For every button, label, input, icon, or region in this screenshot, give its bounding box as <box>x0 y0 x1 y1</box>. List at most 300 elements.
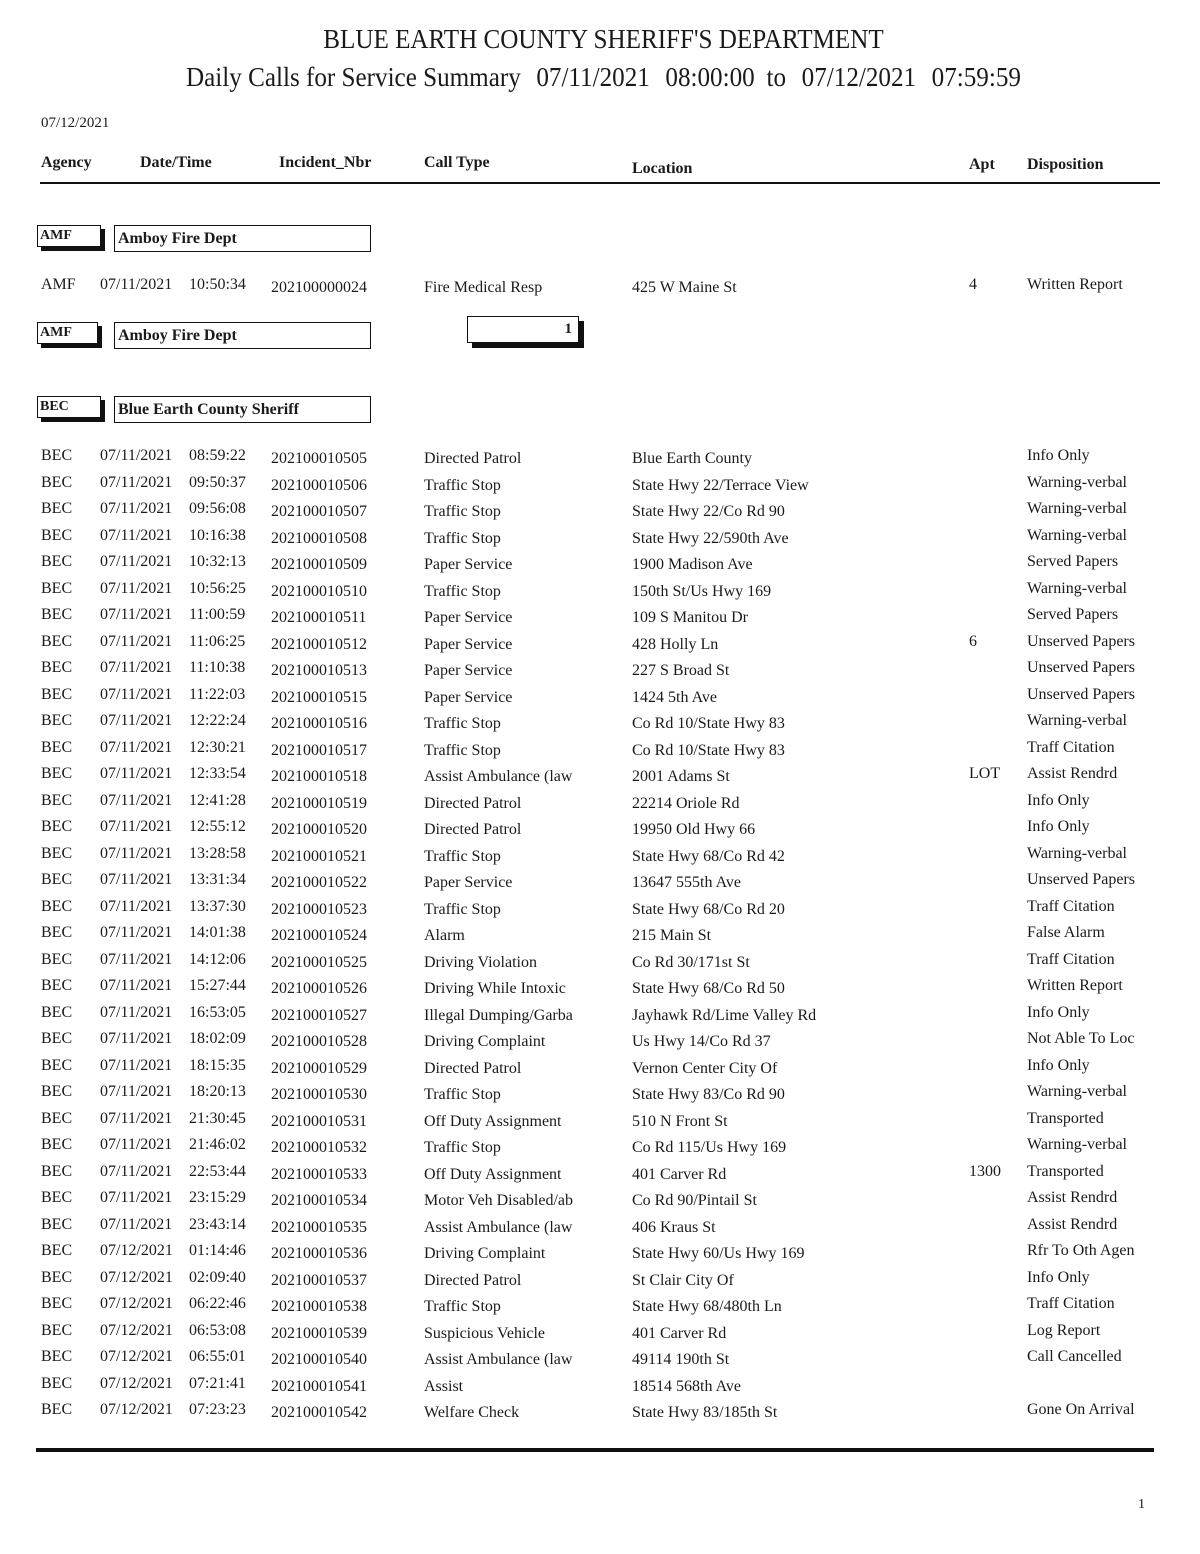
cell-disposition: Transported <box>1027 1162 1104 1180</box>
cell-incident: 202100010540 <box>271 1351 367 1368</box>
cell-disposition: Unserved Papers <box>1027 871 1135 888</box>
page-number: 1 <box>1138 1497 1145 1512</box>
cell-incident: 202100010512 <box>271 635 367 653</box>
cell-agency: AMF <box>41 276 76 293</box>
cell-location: Co Rd 115/Us Hwy 169 <box>632 1139 787 1156</box>
cell-agency: BEC <box>41 1321 73 1339</box>
cell-agency: BEC <box>41 871 73 888</box>
cell-agency: BEC <box>41 1374 73 1392</box>
cell-agency: BEC <box>41 685 73 703</box>
table-row <box>0 792 1200 818</box>
cell-location: State Hwy 68/480th Ln <box>632 1298 782 1315</box>
cell-disposition: Call Cancelled <box>1027 1348 1122 1365</box>
cell-location: State Hwy 22/Co Rd 90 <box>632 503 785 520</box>
cell-incident: 202100010534 <box>271 1192 367 1209</box>
cell-agency: BEC <box>41 1348 73 1365</box>
cell-disposition: Gone On Arrival <box>1027 1401 1135 1418</box>
cell-location: 2001 Adams St <box>632 768 730 785</box>
cell-date: 07/11/2021 <box>100 712 173 729</box>
cell-date: 07/11/2021 <box>100 738 173 756</box>
table-row <box>0 924 1200 950</box>
cell-disposition: Info Only <box>1027 1056 1090 1074</box>
cell-time: 01:14:46 <box>189 1242 246 1259</box>
cell-disposition: False Alarm <box>1027 924 1105 941</box>
cell-date: 07/12/2021 <box>100 1374 173 1392</box>
cell-incident: 202100010532 <box>271 1139 367 1156</box>
cell-date: 07/11/2021 <box>100 1030 173 1047</box>
cell-call-type: Paper Service <box>424 688 513 706</box>
table-row <box>0 1083 1200 1109</box>
cell-agency: BEC <box>41 1401 73 1418</box>
cell-call-type: Illegal Dumping/Garba <box>424 1006 573 1024</box>
cell-date: 07/12/2021 <box>100 1401 173 1418</box>
group-name-box: Blue Earth County Sheriff <box>114 396 371 423</box>
header-divider <box>40 182 1160 184</box>
cell-location: 401 Carver Rd <box>632 1165 727 1183</box>
cell-location: St Clair City Of <box>632 1271 734 1289</box>
cell-disposition: Unserved Papers <box>1027 685 1135 703</box>
table-row <box>0 898 1200 924</box>
cell-time: 16:53:05 <box>189 1003 246 1021</box>
cell-time: 22:53:44 <box>189 1162 246 1180</box>
cell-agency: BEC <box>41 1215 73 1233</box>
group-footer-name-box: Amboy Fire Dept <box>114 322 371 349</box>
cell-incident: 202100010511 <box>271 609 367 626</box>
cell-agency: BEC <box>41 1083 73 1100</box>
cell-call-type: Traffic Stop <box>424 529 501 547</box>
cell-date: 07/11/2021 <box>100 924 173 941</box>
cell-disposition: Written Report <box>1027 276 1123 293</box>
cell-location: 150th St/Us Hwy 169 <box>632 582 772 600</box>
cell-call-type: Directed Patrol <box>424 1059 522 1077</box>
cell-agency: BEC <box>41 1056 73 1074</box>
cell-call-type: Assist Ambulance (law <box>424 1218 573 1236</box>
group-footer-code-box: AMF <box>37 322 98 344</box>
cell-date: 07/11/2021 <box>100 791 173 809</box>
table-row <box>0 1136 1200 1162</box>
cell-agency: BEC <box>41 1162 73 1180</box>
table-row <box>0 1057 1200 1083</box>
cell-call-type: Directed Patrol <box>424 821 522 838</box>
cell-agency: BEC <box>41 473 73 491</box>
table-row <box>0 474 1200 500</box>
cell-time: 10:32:13 <box>189 553 246 570</box>
cell-location: 1900 Madison Ave <box>632 556 753 573</box>
cell-agency: BEC <box>41 526 73 544</box>
cell-agency: BEC <box>41 977 73 994</box>
cell-incident: 202100010523 <box>271 900 367 918</box>
cell-incident: 202100010533 <box>271 1165 367 1183</box>
group-count-box: 1 <box>467 316 579 343</box>
cell-agency: BEC <box>41 606 73 623</box>
cell-date: 07/11/2021 <box>100 844 173 862</box>
cell-location: 22214 Oriole Rd <box>632 794 740 812</box>
cell-disposition: Served Papers <box>1027 606 1119 623</box>
cell-agency: BEC <box>41 897 73 915</box>
cell-location: State Hwy 68/Co Rd 42 <box>632 847 785 865</box>
cell-incident: 202100010516 <box>271 715 367 732</box>
cell-disposition: Info Only <box>1027 818 1090 835</box>
cell-disposition: Warning-verbal <box>1027 473 1127 491</box>
cell-call-type: Paper Service <box>424 662 513 679</box>
cell-date: 07/11/2021 <box>100 473 173 491</box>
cell-disposition: Warning-verbal <box>1027 1136 1127 1153</box>
cell-date: 07/11/2021 <box>100 765 173 782</box>
cell-incident: 202100010505 <box>271 450 367 467</box>
cell-call-type: Paper Service <box>424 635 513 653</box>
table-row <box>0 606 1200 632</box>
cell-incident: 202100010522 <box>271 874 367 891</box>
table-row <box>0 1242 1200 1268</box>
table-row <box>0 276 1200 302</box>
cell-time: 18:02:09 <box>189 1030 246 1047</box>
cell-location: Vernon Center City Of <box>632 1059 778 1077</box>
cell-disposition: Warning-verbal <box>1027 579 1127 597</box>
cell-incident: 202100010509 <box>271 556 367 573</box>
cell-call-type: Directed Patrol <box>424 794 522 812</box>
cell-time: 12:22:24 <box>189 712 246 729</box>
cell-call-type: Traffic Stop <box>424 847 501 865</box>
group-code-box: AMF <box>37 225 101 247</box>
cell-date: 07/11/2021 <box>100 897 173 915</box>
cell-time: 06:22:46 <box>189 1295 246 1312</box>
cell-location: Co Rd 10/State Hwy 83 <box>632 741 785 759</box>
cell-call-type: Traffic Stop <box>424 741 501 759</box>
cell-time: 09:50:37 <box>189 473 246 491</box>
cell-disposition: Info Only <box>1027 791 1090 809</box>
cell-date: 07/11/2021 <box>100 606 173 623</box>
cell-date: 07/11/2021 <box>100 950 173 968</box>
cell-incident: 202100010528 <box>271 1033 367 1050</box>
table-row <box>0 871 1200 897</box>
cell-agency: BEC <box>41 844 73 862</box>
cell-time: 18:20:13 <box>189 1083 246 1100</box>
cell-time: 10:56:25 <box>189 579 246 597</box>
cell-disposition: Transported <box>1027 1109 1104 1127</box>
cell-incident: 202100010519 <box>271 794 367 812</box>
cell-disposition: Traff Citation <box>1027 897 1115 915</box>
cell-time: 14:12:06 <box>189 950 246 968</box>
col-header-agency: Agency <box>41 154 92 171</box>
cell-location: Co Rd 10/State Hwy 83 <box>632 715 785 732</box>
cell-date: 07/11/2021 <box>100 632 173 650</box>
col-header-location: Location <box>632 160 693 177</box>
cell-disposition: Info Only <box>1027 447 1090 464</box>
cell-incident: 202100000024 <box>271 279 367 296</box>
cell-location: 49114 190th St <box>632 1351 730 1368</box>
cell-date: 07/11/2021 <box>100 977 173 994</box>
cell-time: 09:56:08 <box>189 500 246 517</box>
col-header-disposition: Disposition <box>1027 156 1104 173</box>
subtitle-label: Daily Calls for Service Summary <box>186 62 521 92</box>
cell-time: 11:10:38 <box>189 659 246 676</box>
table-row <box>0 1110 1200 1136</box>
cell-disposition: Written Report <box>1027 977 1123 994</box>
cell-time: 13:37:30 <box>189 897 246 915</box>
cell-incident: 202100010507 <box>271 503 367 520</box>
cell-time: 18:15:35 <box>189 1056 246 1074</box>
cell-location: Co Rd 30/171st St <box>632 953 750 971</box>
table-row <box>0 633 1200 659</box>
cell-incident: 202100010530 <box>271 1086 367 1103</box>
cell-call-type: Off Duty Assignment <box>424 1112 562 1130</box>
cell-call-type: Traffic Stop <box>424 582 501 600</box>
table-row <box>0 1004 1200 1030</box>
cell-apt: 6 <box>969 632 977 650</box>
cell-disposition: Warning-verbal <box>1027 844 1127 862</box>
cell-incident: 202100010538 <box>271 1298 367 1315</box>
cell-date: 07/11/2021 <box>100 1083 173 1100</box>
cell-location: 428 Holly Ln <box>632 635 719 653</box>
cell-date: 07/12/2021 <box>100 1295 173 1312</box>
cell-disposition: Assist Rendrd <box>1027 1215 1118 1233</box>
cell-agency: BEC <box>41 765 73 782</box>
cell-time: 07:21:41 <box>189 1374 246 1392</box>
table-row <box>0 500 1200 526</box>
cell-location: Jayhawk Rd/Lime Valley Rd <box>632 1006 817 1024</box>
table-row <box>0 1348 1200 1374</box>
cell-call-type: Traffic Stop <box>424 1086 501 1103</box>
cell-time: 07:23:23 <box>189 1401 246 1418</box>
cell-agency: BEC <box>41 1268 73 1286</box>
table-row <box>0 712 1200 738</box>
table-row <box>0 447 1200 473</box>
cell-agency: BEC <box>41 1109 73 1127</box>
cell-date: 07/11/2021 <box>100 579 173 597</box>
cell-incident: 202100010506 <box>271 476 367 494</box>
cell-time: 06:53:08 <box>189 1321 246 1339</box>
cell-incident: 202100010508 <box>271 529 367 547</box>
cell-incident: 202100010536 <box>271 1245 367 1262</box>
cell-time: 14:01:38 <box>189 924 246 941</box>
table-row <box>0 1189 1200 1215</box>
cell-call-type: Assist Ambulance (law <box>424 768 573 785</box>
cell-incident: 202100010542 <box>271 1404 367 1421</box>
cell-disposition: Log Report <box>1027 1321 1101 1339</box>
cell-call-type: Traffic Stop <box>424 715 501 732</box>
range-end-date: 07/12/2021 <box>801 62 917 92</box>
table-row <box>0 1375 1200 1401</box>
cell-location: Us Hwy 14/Co Rd 37 <box>632 1033 771 1050</box>
cell-time: 12:30:21 <box>189 738 246 756</box>
cell-apt: LOT <box>969 765 1001 782</box>
cell-agency: BEC <box>41 1030 73 1047</box>
table-row <box>0 818 1200 844</box>
cell-location: 406 Kraus St <box>632 1218 716 1236</box>
table-row <box>0 845 1200 871</box>
table-row <box>0 1322 1200 1348</box>
cell-location: State Hwy 68/Co Rd 20 <box>632 900 785 918</box>
cell-incident: 202100010526 <box>271 980 367 997</box>
table-row <box>0 686 1200 712</box>
cell-date: 07/11/2021 <box>100 447 173 464</box>
table-row <box>0 1163 1200 1189</box>
cell-time: 06:55:01 <box>189 1348 246 1365</box>
cell-time: 21:30:45 <box>189 1109 246 1127</box>
cell-time: 10:50:34 <box>189 276 246 293</box>
table-row <box>0 977 1200 1003</box>
cell-agency: BEC <box>41 924 73 941</box>
cell-location: State Hwy 83/185th St <box>632 1404 778 1421</box>
cell-agency: BEC <box>41 553 73 570</box>
cell-location: 19950 Old Hwy 66 <box>632 821 756 838</box>
cell-agency: BEC <box>41 950 73 968</box>
cell-incident: 202100010518 <box>271 768 367 785</box>
cell-agency: BEC <box>41 447 73 464</box>
cell-agency: BEC <box>41 791 73 809</box>
cell-time: 11:00:59 <box>189 606 246 623</box>
cell-time: 13:31:34 <box>189 871 246 888</box>
cell-disposition: Traff Citation <box>1027 950 1115 968</box>
cell-agency: BEC <box>41 1003 73 1021</box>
cell-location: 13647 555th Ave <box>632 874 742 891</box>
group-name-box: Amboy Fire Dept <box>114 225 371 252</box>
cell-agency: BEC <box>41 1242 73 1259</box>
table-row <box>0 739 1200 765</box>
table-row <box>0 765 1200 791</box>
table-row <box>0 1269 1200 1295</box>
cell-call-type: Traffic Stop <box>424 1298 501 1315</box>
cell-date: 07/11/2021 <box>100 871 173 888</box>
cell-date: 07/12/2021 <box>100 1242 173 1259</box>
cell-agency: BEC <box>41 1136 73 1153</box>
cell-date: 07/11/2021 <box>100 1003 173 1021</box>
cell-incident: 202100010525 <box>271 953 367 971</box>
cell-call-type: Alarm <box>424 927 465 944</box>
cell-time: 21:46:02 <box>189 1136 246 1153</box>
cell-date: 07/11/2021 <box>100 1162 173 1180</box>
cell-date: 07/11/2021 <box>100 1056 173 1074</box>
cell-incident: 202100010521 <box>271 847 367 865</box>
cell-date: 07/11/2021 <box>100 1189 173 1206</box>
cell-disposition: Rfr To Oth Agen <box>1027 1242 1135 1259</box>
cell-date: 07/12/2021 <box>100 1348 173 1365</box>
table-row <box>0 580 1200 606</box>
table-row <box>0 1030 1200 1056</box>
cell-time: 12:55:12 <box>189 818 246 835</box>
table-row <box>0 659 1200 685</box>
cell-location: 510 N Front St <box>632 1112 728 1130</box>
table-row <box>0 951 1200 977</box>
cell-location: State Hwy 68/Co Rd 50 <box>632 980 785 997</box>
cell-location: 109 S Manitou Dr <box>632 609 748 626</box>
cell-time: 10:16:38 <box>189 526 246 544</box>
cell-call-type: Off Duty Assignment <box>424 1165 562 1183</box>
cell-call-type: Assist <box>424 1377 464 1395</box>
cell-date: 07/11/2021 <box>100 526 173 544</box>
cell-incident: 202100010541 <box>271 1377 367 1395</box>
cell-incident: 202100010520 <box>271 821 367 838</box>
range-start-date: 07/11/2021 <box>536 62 650 92</box>
cell-disposition: Unserved Papers <box>1027 659 1135 676</box>
cell-incident: 202100010535 <box>271 1218 367 1236</box>
cell-location: State Hwy 60/Us Hwy 169 <box>632 1245 805 1262</box>
cell-call-type: Driving Complaint <box>424 1245 546 1262</box>
range-start-time: 08:00:00 <box>665 62 755 92</box>
cell-call-type: Suspicious Vehicle <box>424 1324 546 1342</box>
cell-call-type: Directed Patrol <box>424 1271 522 1289</box>
cell-agency: BEC <box>41 712 73 729</box>
cell-date: 07/11/2021 <box>100 1136 173 1153</box>
cell-disposition: Warning-verbal <box>1027 712 1127 729</box>
cell-incident: 202100010513 <box>271 662 367 679</box>
cell-time: 23:15:29 <box>189 1189 246 1206</box>
col-header-datetime: Date/Time <box>140 154 212 171</box>
cell-agency: BEC <box>41 659 73 676</box>
cell-time: 12:41:28 <box>189 791 246 809</box>
cell-location: 1424 5th Ave <box>632 688 718 706</box>
cell-disposition: Unserved Papers <box>1027 632 1135 650</box>
cell-disposition: Assist Rendrd <box>1027 765 1118 782</box>
cell-date: 07/11/2021 <box>100 553 173 570</box>
cell-date: 07/11/2021 <box>100 685 173 703</box>
cell-disposition: Not Able To Loc <box>1027 1030 1135 1047</box>
cell-location: 425 W Maine St <box>632 279 737 296</box>
table-row <box>0 1216 1200 1242</box>
cell-date: 07/11/2021 <box>100 818 173 835</box>
cell-disposition: Traff Citation <box>1027 738 1115 756</box>
cell-location: 215 Main St <box>632 927 712 944</box>
cell-incident: 202100010515 <box>271 688 367 706</box>
cell-time: 11:22:03 <box>189 685 246 703</box>
cell-call-type: Assist Ambulance (law <box>424 1351 573 1368</box>
cell-incident: 202100010537 <box>271 1271 367 1289</box>
cell-location: State Hwy 83/Co Rd 90 <box>632 1086 785 1103</box>
table-row <box>0 527 1200 553</box>
cell-call-type: Paper Service <box>424 609 513 626</box>
cell-call-type: Traffic Stop <box>424 1139 501 1156</box>
cell-location: 401 Carver Rd <box>632 1324 727 1342</box>
cell-agency: BEC <box>41 632 73 650</box>
cell-agency: BEC <box>41 579 73 597</box>
cell-incident: 202100010529 <box>271 1059 367 1077</box>
cell-agency: BEC <box>41 500 73 517</box>
cell-agency: BEC <box>41 1295 73 1312</box>
cell-apt: 4 <box>969 276 977 293</box>
cell-incident: 202100010510 <box>271 582 367 600</box>
cell-disposition: Served Papers <box>1027 553 1119 570</box>
report-subtitle <box>42 62 1165 93</box>
col-header-incident: Incident_Nbr <box>279 154 372 171</box>
cell-location: 227 S Broad St <box>632 662 730 679</box>
cell-date: 07/12/2021 <box>100 1268 173 1286</box>
cell-incident: 202100010527 <box>271 1006 367 1024</box>
cell-call-type: Fire Medical Resp <box>424 279 543 296</box>
col-header-call-type: Call Type <box>424 154 490 171</box>
cell-call-type: Paper Service <box>424 556 513 573</box>
table-row <box>0 553 1200 579</box>
cell-disposition: Warning-verbal <box>1027 500 1127 517</box>
cell-call-type: Directed Patrol <box>424 450 522 467</box>
cell-incident: 202100010524 <box>271 927 367 944</box>
cell-location: Blue Earth County <box>632 450 752 467</box>
cell-call-type: Driving Violation <box>424 953 537 971</box>
cell-call-type: Traffic Stop <box>424 476 501 494</box>
cell-call-type: Motor Veh Disabled/ab <box>424 1192 574 1209</box>
cell-disposition: Warning-verbal <box>1027 1083 1127 1100</box>
footer-divider <box>36 1448 1154 1452</box>
table-row <box>0 1295 1200 1321</box>
cell-time: 12:33:54 <box>189 765 246 782</box>
cell-call-type: Welfare Check <box>424 1404 520 1421</box>
cell-date: 07/11/2021 <box>100 659 173 676</box>
cell-time: 11:06:25 <box>189 632 246 650</box>
cell-location: 18514 568th Ave <box>632 1377 742 1395</box>
cell-location: State Hwy 22/590th Ave <box>632 529 789 547</box>
cell-date: 07/12/2021 <box>100 1321 173 1339</box>
cell-disposition: Info Only <box>1027 1003 1090 1021</box>
cell-disposition: Info Only <box>1027 1268 1090 1286</box>
